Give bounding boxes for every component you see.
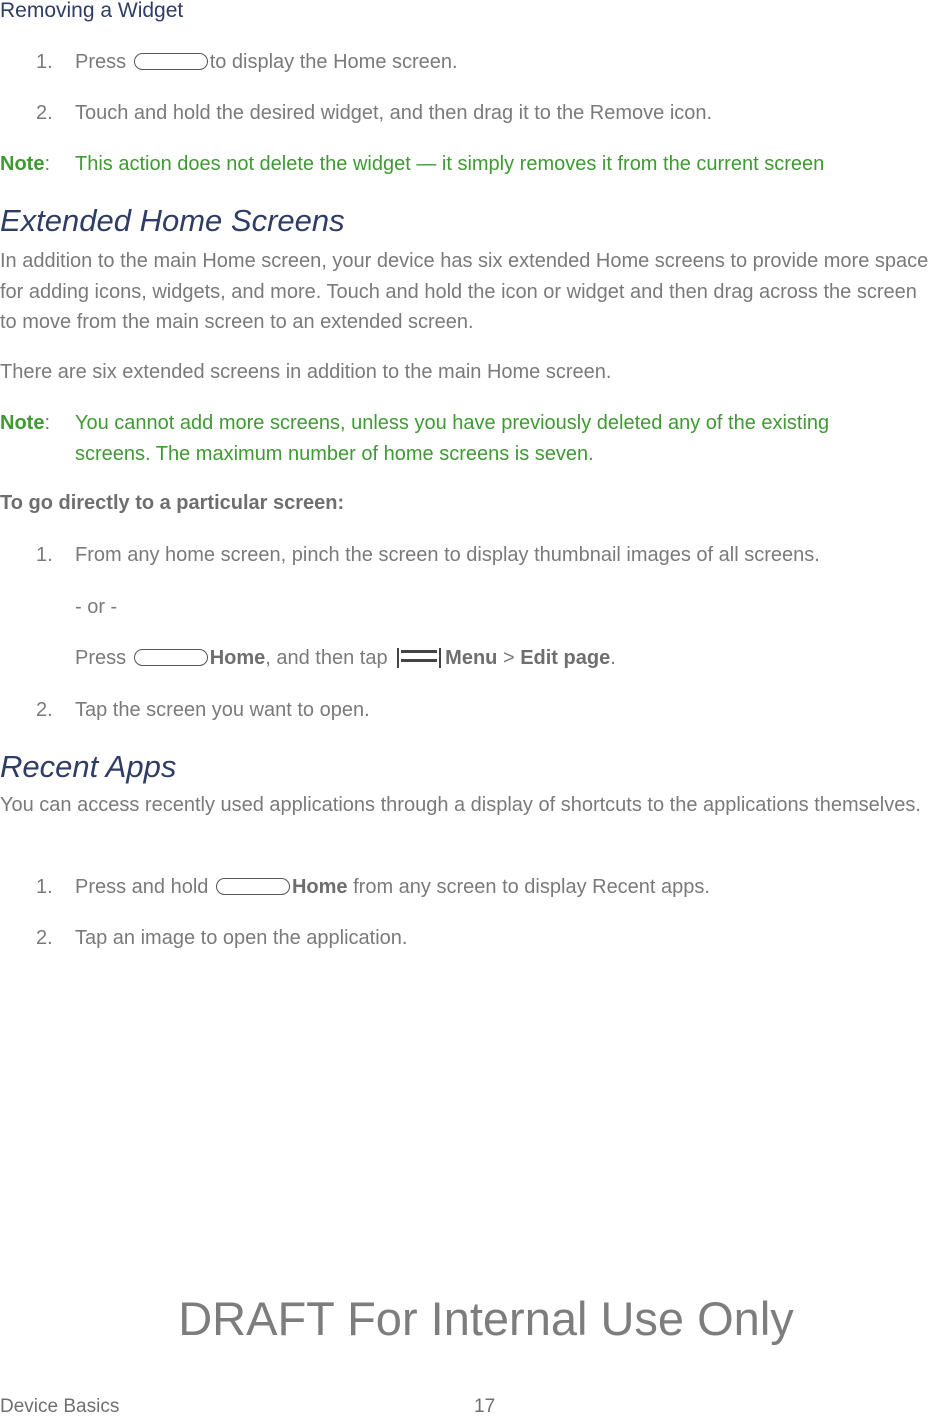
home-label: Home xyxy=(209,647,266,669)
note-text: screens. The maximum number of home screens is seven. xyxy=(75,443,594,465)
step-text: Tap the screen you want to open. xyxy=(75,699,370,721)
home-key-icon xyxy=(216,878,290,895)
list-number: 2. xyxy=(36,102,53,124)
note-text: This action does not delete the widget — it simply removes it from the current screen xyxy=(75,153,825,175)
section-heading-recent-apps: Recent Apps xyxy=(0,749,177,784)
step-text: Tap an image to open the application. xyxy=(75,927,408,949)
edit-page-label: Edit page xyxy=(520,647,611,669)
step-text: from any screen to display Recent apps. xyxy=(353,876,710,898)
list-number: 2. xyxy=(36,699,53,721)
subheading xyxy=(0,492,344,514)
step-text: From any home screen, pinch the screen to display thumbnail images of all screens. xyxy=(75,544,820,566)
section-heading-removing-widget: Removing a Widget xyxy=(0,0,184,22)
list-number: 1. xyxy=(36,876,53,898)
note-colon: : xyxy=(44,412,51,434)
menu-label: Menu xyxy=(445,647,498,669)
paragraph: In addition to the main Home screen, your device has six extended Home screens to provide more space for adding icons, widgets, and more. Touch and hold the icon or widget and then drag across the screen to move from the main screen to an extended screen. xyxy=(0,250,929,333)
list-number: 1. xyxy=(36,544,53,566)
list-number: 2. xyxy=(36,927,53,949)
note-text: You cannot add more screens, unless you have previously deleted any of the existing xyxy=(75,412,830,434)
home-key-icon xyxy=(134,649,208,666)
footer-section-title: Device Basics xyxy=(0,1396,120,1417)
paragraph: You can access recently used applications through a display of shortcuts to the applications themselves. xyxy=(0,794,921,816)
step-text: Press xyxy=(75,51,127,73)
home-key-icon xyxy=(134,53,208,70)
step-text: Press and hold xyxy=(75,876,209,898)
instruction-text: , and then tap xyxy=(265,647,388,669)
home-label: Home xyxy=(291,876,348,898)
menu-key-icon xyxy=(397,648,441,668)
note-label: Note xyxy=(0,153,45,175)
or-text: - or - xyxy=(75,596,118,618)
note-label: Note xyxy=(0,412,45,434)
period: . xyxy=(610,647,616,669)
step-text: Touch and hold the desired widget, and then drag it to the Remove icon. xyxy=(75,102,713,124)
note-colon: : xyxy=(44,153,51,175)
step-text: to display the Home screen. xyxy=(209,51,458,73)
draft-watermark: DRAFT For Internal Use Only xyxy=(178,1292,794,1345)
subheading-text: To go directly to a particular screen: xyxy=(0,492,345,514)
press-text: Press xyxy=(75,647,127,669)
list-number: 1. xyxy=(36,51,53,73)
gt-symbol: > xyxy=(502,647,515,669)
page-number: 17 xyxy=(474,1396,496,1417)
paragraph: There are six extended screens in addition to the main Home screen. xyxy=(0,361,612,383)
section-heading-extended-home-screens: Extended Home Screens xyxy=(0,203,345,238)
